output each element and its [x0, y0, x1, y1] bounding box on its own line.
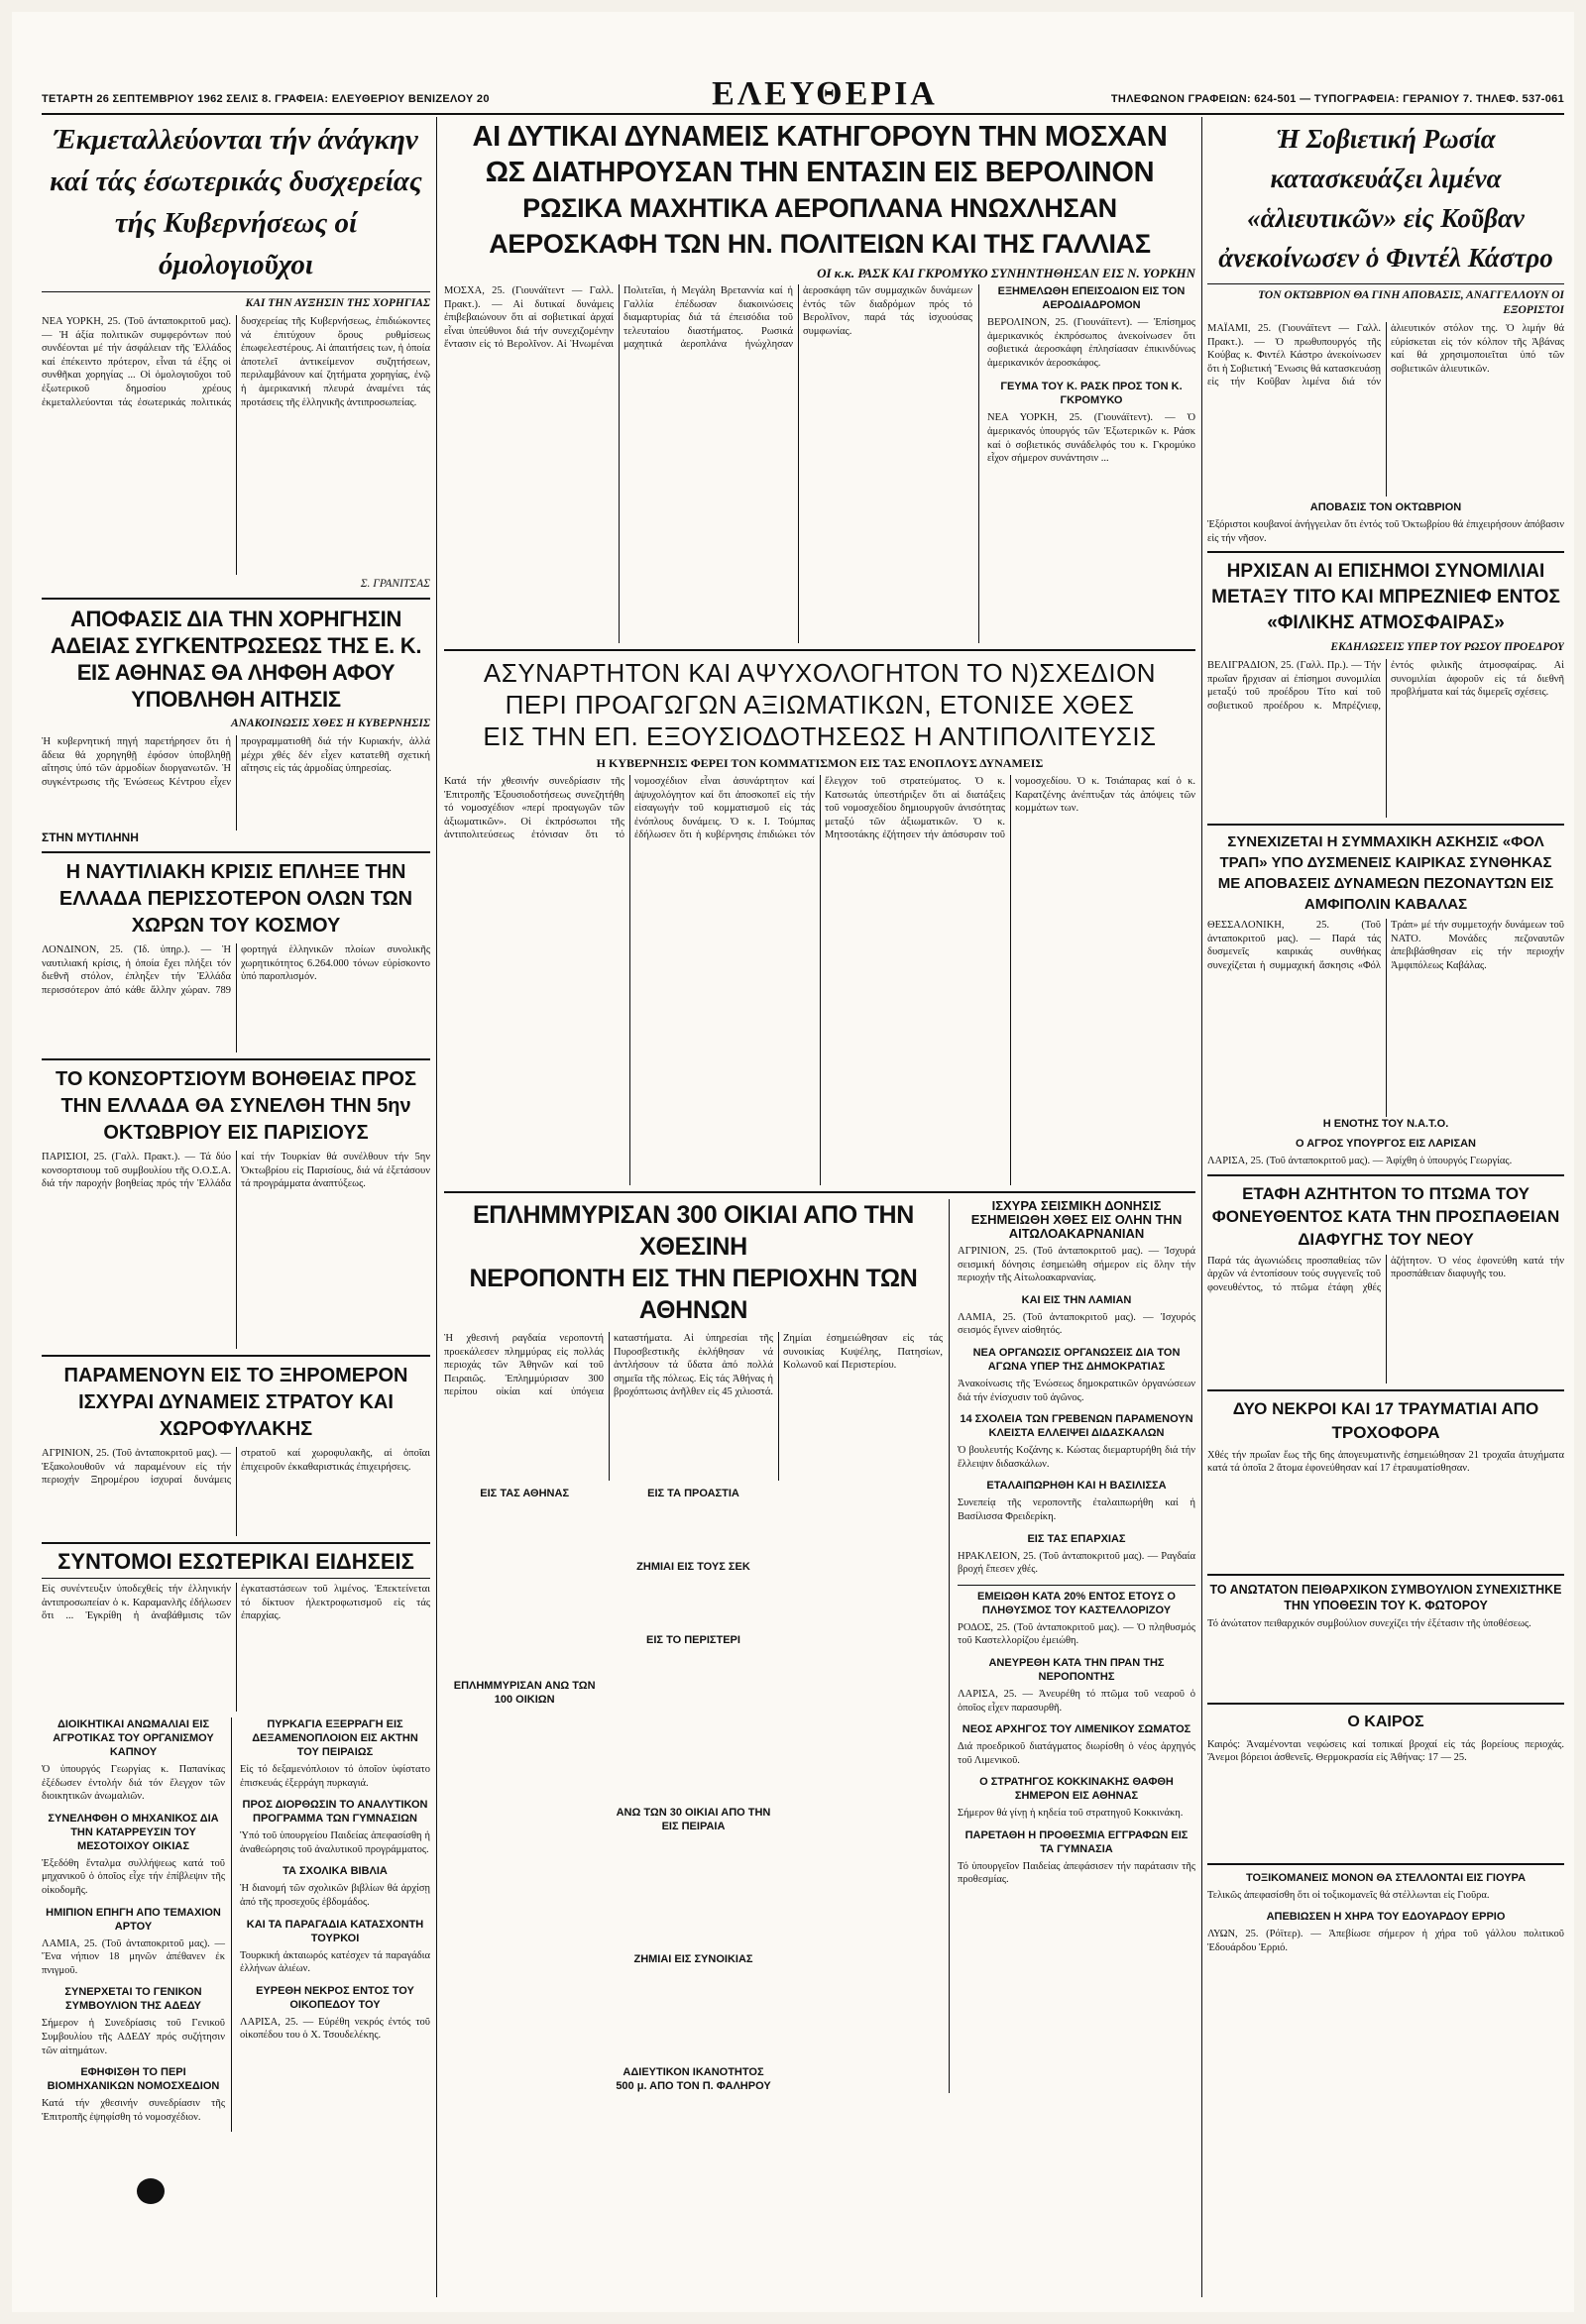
- brief-body: Κατά τήν χθεσινήν συνεδρίασιν τῆς Ἐπιτροπῆς ἐψηφίσθη τό νομοσχέδιον.: [42, 2098, 225, 2123]
- flood-subhead: ΖΗΜΙΑΙ ΕΙΣ ΤΟΥΣ ΣΕΚ: [636, 1561, 750, 1573]
- section-rule: [42, 1355, 430, 1357]
- headline-brief-news: ΣΥΝΤΟΜΟΙ ΕΣΩΤΕΡΙΚΑΙ ΕΙΔΗΣΕΙΣ: [42, 1550, 430, 1579]
- brief-body: Ἐξεδόθη ἔνταλμα συλλήψεως κατά τοῦ μηχανικοῦ ὁ ὁποῖος εἶχε τήν ἐπίβλεψιν τῆς οἰκοδομῆς.: [42, 1857, 225, 1896]
- masthead-phone-line: ΤΗΛΕΦΩΝΟΝ ΓΡΑΦΕΙΩΝ: 624-501 — ΤΥΠΟΓΡΑΦΕΙΑ: ΓΕΡΑΝΙΟΥ 7. ΤΗΛΕΦ. 537-061: [1110, 93, 1564, 105]
- article-body: Κατά τήν χθεσινήν συνεδρίασιν τῆς Ἐπιτροπῆς Ἐξουσιοδοτήσεως συνεζητήθη τό νομοσχέδιον «περί προαγωγῶν τῶν ἀξιωματικῶν». Οἱ ἐκπρόσωποι τῆς ἀντιπολιτεύσεως ἐτόνισαν ὅτι τό νομοσχέδιον εἶναι ἀσυνάρτητον καί ἀψυχολόγητον καί ὅτι ἀποσκοπεῖ εἰς τήν εἰσαγωγήν τοῦ κομματισμοῦ εἰς τάς ἐνόπλους δυνάμεις. Ὁ κ. Ι. Τούμπας ἐδήλωσεν ὅτι ἡ κυβέρνησις ἐπιδιώκει τόν ἔλεγχον τοῦ στρατεύματος. Ὁ κ. Κατσωτάς ὑπεστήριξεν ὅτι αἱ διατάξεις τοῦ νομοσχεδίου δημιουργοῦν ἀνισότητας μεταξύ τῶν ἀξιωματικῶν. Ὁ κ. Μητσοτάκης ἐζήτησεν τήν ἀπόσυρσιν τοῦ νομοσχεδίου. Ὁ κ. Τσιάπαρας καί ὁ κ. Καρατζένης ἀνέπτυξαν τάς ἀπόψεις τῶν κομμάτων των.: [444, 776, 1195, 841]
- subheadline: ΕΚΔΗΛΩΣΕΙΣ ΥΠΕΡ ΤΟΥ ΡΩΣΟΥ ΠΡΟΕΔΡΟΥ: [1330, 641, 1564, 654]
- article-body: ΠΑΡΙΣΙΟΙ, 25. (Γαλλ. Πρακτ.). — Τά δύο κονσορτσιουμ τοῦ συμβουλίου τῆς Ο.Ο.Σ.Α. διά τήν παροχήν βοηθείας πρός τήν Ἑλλάδα καί τήν Τουρκίαν θά συνέλθουν τήν 5ην Ὀκτωβρίου εἰς Παρισίους, διά νά ἐξετάσουν τά προγράμματα ἀναπτύξεως.: [42, 1152, 430, 1190]
- subsection-label: Ο ΑΓΡΟΣ ΥΠΟΥΡΓΟΣ ΕΙΣ ΛΑΡΙΣΑΝ: [1296, 1138, 1476, 1151]
- weather-body: Καιρός: Ἀναμένονται νεφώσεις καί τοπικαί βροχαί εἰς τάς βορείους περιοχάς. Ἄνεμοι βόρειοι ἀσθενεῖς. Θερμοκρασία εἰς Ἀθήνας: 17 — 25.: [1207, 1738, 1564, 1764]
- section-rule: [42, 1542, 430, 1544]
- headline-cuba: Ἡ Σοβιετική Ρωσία κατασκευάζει λιμένα «ἁλιευτικῶν» εἰς Κοῦβαν ἀνεκοίνωσεν ὁ Φιντέλ Κάστρο: [1207, 119, 1564, 284]
- headline-consortium: ΤΟ ΚΟΝΣΟΡΤΣΙΟΥΜ ΒΟΗΘΕΙΑΣ ΠΡΟΣ ΤΗΝ ΕΛΛΑΔΑ ΘΑ ΣΥΝΕΛΘΗ ΤΗΝ 5ην ΟΚΤΩΒΡΙΟΥ ΕΙΣ ΠΑΡΙΣΙΟΥΣ: [56, 1068, 416, 1144]
- headline-disciplinary: ΤΟ ΑΝΩΤΑΤΟΝ ΠΕΙΘΑΡΧΙΚΟΝ ΣΥΜΒΟΥΛΙΟΝ ΣΥΝΕΧΙΣΤΗΚΕ ΤΗΝ ΥΠΟΘΕΣΙΝ ΤΟΥ Κ. ΦΩΤΟΡΟΥ: [1209, 1582, 1562, 1612]
- article-body: ΛΟΝΔΙΝΟΝ, 25. (Ἰδ. ὑπηρ.). — Ἡ ναυτιλιακή κρίσις, ἡ ὁποία ἔχει πλήξει τόν διεθνῆ στόλον, ἐπληξεν τήν Ἑλλάδα περισσότερον ἀπό κάθε ἄλλην χώραν. 789 φορτηγά ἑλληνικῶν πλοίων συνολικῆς χωρητικότητος 6.264.000 τόνων εὑρίσκοντο ὑπό παροπλισμόν.: [42, 944, 430, 996]
- flood-article: [444, 1199, 950, 2093]
- headline-berlin-a: ΑΙ ΔΥΤΙΚΑΙ ΔΥΝΑΜΕΙΣ ΚΑΤΗΓΟΡΟΥΝ ΤΗΝ ΜΟΣΧΑΝ: [472, 121, 1168, 153]
- brief-body: ΛΑΡΙΣΑ, 25. — Εὑρέθη νεκρός ἐντός τοῦ οἰκοπέδου του ὁ Χ. Τσουδελέκης.: [240, 2016, 430, 2042]
- article-body: Ἡ κυβερνητική πηγή παρετήρησεν ὅτι ἡ ἄδεια θά χορηγηθῇ ἐφόσον ὑποβληθῇ αἴτησις ὑπό τῶν ἀρμοδίων διοργανωτῶν. Ἡ συγκέντρωσις τῆς Ἑνώσεως Κέντρου εἶχεν προγραμματισθῆ διά τήν Κυριακήν, ἀλλά μέχρι χθές δέν εἶχεν κατατεθῆ σχετική αἴτησις εἰς τάς ἀρμοδίας ὑπηρεσίας.: [42, 736, 430, 788]
- flood-subhead: ΖΗΜΙΑΙ ΕΙΣ ΣΥΝΟΙΚΙΑΣ: [633, 1953, 753, 1965]
- brief-headline: 14 ΣΧΟΛΕΙΑ ΤΩΝ ΓΡΕΒΕΝΩΝ ΠΑΡΑΜΕΝΟΥΝ ΚΛΕΙΣΤΑ ΕΛΛΕΙΨΕΙ ΔΙΔΑΣΚΑΛΩΝ: [960, 1413, 1193, 1440]
- brief-headline: ΚΑΙ ΕΙΣ ΤΗΝ ΛΑΜΙΑΝ: [1021, 1293, 1132, 1306]
- flood-subhead: ΕΙΣ ΤΟ ΠΕΡΙΣΤΕΡΙ: [646, 1634, 740, 1646]
- flood-subsection: [613, 1487, 773, 2093]
- flood-subhead: ΕΙΣ ΤΑ ΠΡΟΑΣΤΙΑ: [647, 1488, 739, 1499]
- article-body: ΛΥΩΝ, 25. (Ρόϊτερ). — Ἀπεβίωσε σήμερον ἡ χήρα τοῦ γάλλου πολιτικοῦ Ἐδουάρδου Ἐρριό.: [1207, 1929, 1564, 1953]
- right-column: [1207, 119, 1564, 2299]
- brief-body: Διά προεδρικοῦ διατάγματος διωρίσθη ὁ νέος ἀρχηγός τοῦ Λιμενικοῦ.: [958, 1741, 1195, 1766]
- article-body: Τελικῶς ἀπεφασίσθη ὅτι οἱ τοξικομανεῖς θά στέλλωνται εἰς Γιοῦρα.: [1207, 1889, 1490, 1901]
- brief-headline: ΕΜΕΙΩΘΗ ΚΑΤΑ 20% ΕΝΤΟΣ ΕΤΟΥΣ Ο ΠΛΗΘΥΣΜΟΣ ΤΟΥ ΚΑΣΤΕΛΛΟΡΙΖΟΥ: [958, 1585, 1195, 1617]
- brief-headline: ΠΥΡΚΑΓΙΑ ΕΞΕΡΡΑΓΗ ΕΙΣ ΔΕΞΑΜΕΝΟΠΛΟΙΟΝ ΕΙΣ ΑΚΤΗΝ ΤΟΥ ΠΕΙΡΑΙΩΣ: [252, 1718, 418, 1758]
- column-rule: [436, 117, 437, 2297]
- brief-body: ΑΓΡΙΝΙΟΝ, 25. (Τοῦ ἀνταποκριτοῦ μας). — Ἰσχυρά σεισμική δόνησις ἐσημειώθη σήμερον εἰς ὅλην τήν περιοχήν τῆς Αἰτωλοακαρνανίας.: [958, 1246, 1195, 1284]
- article-body: Παρά τάς ἀγωνιώδεις προσπαθείας τῶν ἀρχῶν νά ἐντοπίσουν τούς συγγενεῖς τοῦ φονευθέντος, τό πτῶμα ἐτάφη χθές ἀζήτητον. Ὁ νέος ἐφονεύθη κατά τήν προσπάθειαν διαφυγῆς του.: [1207, 1255, 1564, 1293]
- brief-headline: ΚΑΙ ΤΑ ΠΑΡΑΓΑΔΙΑ ΚΑΤΑΣΧΟΝΤΗ ΤΟΥΡΚΟΙ: [246, 1918, 424, 1944]
- brief-headline: Ο ΣΤΡΑΤΗΓΟΣ ΚΟΚΚΙΝΑΚΗΣ ΘΑΦΘΗ ΣΗΜΕΡΟΝ ΕΙΣ ΑΘΗΝΑΣ: [979, 1776, 1174, 1803]
- berlin-sidebar: [987, 284, 1195, 643]
- brief-body: ΛΑΜΙΑ, 25. (Τοῦ ἀνταποκριτοῦ μας). — Ἕνα νήπιον 18 μηνῶν ἀπέθανεν ἐκ πνιγμοῦ.: [42, 1937, 225, 1976]
- article-body: ΜΟΣΧΑ, 25. (Γιουνάϊτεντ — Γαλλ. Πρακτ.). — Αἱ δυτικαί δυνάμεις ἐπιβεβαιώνουν ὅτι αἱ σοβιετικαί ἀρχαί εἶναι ὑπεύθυνοι διά τήν συνεχιζομένην ἔντασιν εἰς τό Βερολῖνον. Αἱ Ἡνωμέναι Πολιτεῖαι, ἡ Μεγάλη Βρεταννία καί ἡ Γαλλία ἐπέδωσαν διακοινώσεις διαμαρτυρίας διά τά ἐπεισόδια τοῦ τελευταίου διαστήματος. Ρωσικά μαχητικά ἀεροπλάνα ἠνώχλησαν ἀεροσκάφη τῶν συμμαχικῶν δυνάμεων ἐντός τῶν διαδρόμων πρός τό Βερολῖνον, παρά τάς ἰσχυούσας συμφωνίας.: [444, 284, 979, 643]
- headline-traffic: ΔΥΟ ΝΕΚΡΟΙ ΚΑΙ 17 ΤΡΑΥΜΑΤΙΑΙ ΑΠΟ ΤΡΟΧΟΦΟΡΑ: [1232, 1398, 1539, 1442]
- brief-headline: ΙΣΧΥΡΑ ΣΕΙΣΜΙΚΗ ΔΟΝΗΣΙΣ ΕΣΗΜΕΙΩΘΗ ΧΘΕΣ ΕΙΣ ΟΛΗΝ ΤΗΝ ΑΙΤΩΛΟΑΚΑΡΝΑΝΙΑΝ: [970, 1198, 1183, 1241]
- subheadline: ΚΑΙ ΤΗΝ ΑΥΞΗΣΙΝ ΤΗΣ ΧΟΡΗΓΙΑΣ: [245, 297, 430, 309]
- subsection-label: ΣΤΗΝ ΜΥΤΙΛΗΝΗ: [42, 830, 139, 844]
- article-body: Εἰς συνέντευξιν ὑποδεχθείς τήν ἑλληνικήν ἀντιπροσωπείαν ὁ κ. Καραμανλῆς ἐδήλωσεν ὅτι ... Ἐγκρίθη ἡ ἀναβάθμισις τῶν ἐγκαταστάσεων τοῦ λιμένος. Ἐπεκτείνεται τό δίκτυον ἠλεκτροφωτισμοῦ εἰς τάς ἐπαρχίας.: [42, 1584, 430, 1622]
- headline-promotions-a: ΑΣΥΝΑΡΤΗΤΟΝ ΚΑΙ ΑΨΥΧΟΛΟΓΗΤΟΝ ΤΟ Ν)ΣΧΕΔΙΟΝ: [483, 658, 1157, 688]
- section-rule: [1207, 1574, 1564, 1576]
- brief-headline: ΝΕΑ ΟΡΓΑΝΩΣΙΣ ΟΡΓΑΝΩΣΕΙΣ ΔΙΑ ΤΟΝ ΑΓΩΝΑ ΥΠΕΡ ΤΗΣ ΔΗΜΟΚΡΑΤΙΑΣ: [972, 1346, 1181, 1373]
- brief-headline: ΑΝΕΥΡΕΘΗ ΚΑΤΑ ΤΗΝ ΠΡΑΝ ΤΗΣ ΝΕΡΟΠΟΝΤΗΣ: [988, 1656, 1165, 1683]
- section-rule: [42, 598, 430, 600]
- flood-subhead: ΑΔΙΕΥΤΙΚΟΝ ΙΚΑΝΟΤΗΤΟΣ 500 μ. ΑΠΟ ΤΟΝ Π. ΦΑΛΗΡΟΥ: [616, 2066, 771, 2092]
- subsection-label: Η ΕΝΟΤΗΣ ΤΟΥ Ν.Α.Τ.Ο.: [1322, 1118, 1449, 1131]
- brief-body: Ἀνακοίνωσις τῆς Ἐνώσεως δημοκρατικῶν ὀργανώσεων διά τήν ἐνίσχυσιν τοῦ ἀγῶνος.: [958, 1378, 1195, 1403]
- masthead: [42, 73, 1564, 115]
- article-body: Χθές τήν πρωΐαν ἔως τῆς 6ης ἀπογευματινῆς ἐσημειώθησαν 21 τροχαῖα ἀτυχήματα κατά τά ὁποῖα 2 ἄτομα ἐφονεύθησαν καί 17 ἐτραυματίσθησαν.: [1207, 1449, 1564, 1475]
- brief-body: Ὁ ὑπουργός Γεωργίας κ. Παπανίκας ἐξέδωσεν ἐντολήν διά τόν ἔλεγχον τῶν διοικητικῶν ἀνωμαλιῶν.: [42, 1764, 225, 1803]
- flood-subsection: [444, 1487, 605, 2093]
- center-column: [444, 119, 1195, 2299]
- headline-weather: Ο ΚΑΙΡΟΣ: [1347, 1713, 1424, 1730]
- brief-column-b: [240, 1717, 430, 2132]
- subheadline: ΟΙ κ.κ. ΡΑΣΚ ΚΑΙ ΓΚΡΟΜΥΚΟ ΣΥΝΗΝΤΗΘΗΣΑΝ ΕΙΣ Ν. ΥΟΡΚΗΝ: [817, 266, 1195, 280]
- article-body: Ἡ χθεσινή ραγδαία νεροποντή προεκάλεσεν πλημμύρας εἰς πολλάς περιοχάς τῶν Ἀθηνῶν καί τοῦ Πειραιῶς. Ἐπλημμύρισαν 300 περίπου οἰκίαι καί ὑπόγεια καταστήματα. Αἱ ὑπηρεσίαι τῆς Πυροσβεστικῆς ἐκλήθησαν νά ἀντλήσουν τά ὕδατα ἀπό πολλά σημεῖα τῆς πόλεως. Εἰς τάς Ἀθήνας ἡ βροχόπτωσις ἀνῆλθεν εἰς 45 χιλιοστά. Ζημίαι ἐσημειώθησαν εἰς τάς συνοικίας Κυψέλης, Πατησίων, Κολωνοῦ καί Περιστερίου.: [444, 1333, 943, 1398]
- headline-berlin-b: ΩΣ ΔΙΑΤΗΡΟΥΣΑΝ ΤΗΝ ΕΝΤΑΣΙΝ ΕΙΣ ΒΕΡΟΛΙΝΟΝ: [485, 157, 1155, 188]
- brief-headline: ΠΡΟΣ ΔΙΟΡΘΩΣΙΝ ΤΟ ΑΝΑΛΥΤΙΚΟΝ ΠΡΟΓΡΑΜΜΑ ΤΩΝ ΓΥΜΝΑΣΙΩΝ: [242, 1799, 428, 1826]
- brief-headline: ΕΤΑΛΑΙΠΩΡΗΘΗ ΚΑΙ Η ΒΑΣΙΛΙΣΣΑ: [986, 1480, 1167, 1493]
- brief-body: Σήμερον θά γίνῃ ἡ κηδεία τοῦ στρατηγοῦ Κοκκινάκη.: [958, 1808, 1184, 1820]
- brief-column-a: [42, 1717, 232, 2132]
- headline-burial: ΕΤΑΦΗ ΑΖΗΤΗΤΟΝ ΤΟ ΠΤΩΜΑ ΤΟΥ ΦΟΝΕΥΘΕΝΤΟΣ ΚΑΤΑ ΤΗΝ ΠΡΟΣΠΑΘΕΙΑΝ ΔΙΑΦΥΓΗΣ ΤΟΥ ΝΕΟΥ: [1211, 1183, 1560, 1249]
- article-body: ΛΑΡΙΣΑ, 25. (Τοῦ ἀνταποκριτοῦ μας). — Ἀφίχθη ὁ ὑπουργός Γεωργίας.: [1207, 1156, 1513, 1167]
- flood-subhead: ΕΠΛΗΜΜΥΡΙΣΑΝ ΑΝΩ ΤΩΝ 100 ΟΙΚΙΩΝ: [453, 1680, 596, 1706]
- headline-flood-a: ΕΠΛΗΜΜΥΡΙΣΑΝ 300 ΟΙΚΙΑΙ ΑΠΟ ΤΗΝ ΧΘΕΣΙΝΗ: [472, 1201, 915, 1261]
- article-body: ΜΑΪΑΜΙ, 25. (Γιουνάϊτεντ — Γαλλ. Πρακτ.). — Ὁ πρωθυπουργός τῆς Κούβας κ. Φιντέλ Κάστρο ἀνεκοίνωσεν ὅτι ἡ Σοβιετική Ἕνωσις θά κατασκευάσῃ εἰς τήν Κοῦβαν λιμένα διά τόν ἁλιευτικόν στόλον της. Ὁ λιμήν θά εὑρίσκεται εἰς τόν κόλπον τῆς Ἀβάνας καί θά χρησιμοποιεῖται ὑπό τῶν σοβιετικῶν ἁλιευτικῶν.: [1207, 323, 1564, 388]
- section-rule: [1207, 824, 1564, 826]
- headline-fall-trap: ΣΥΝΕΧΙΖΕΤΑΙ Η ΣΥΜΜΑΧΙΚΗ ΑΣΚΗΣΙΣ «ΦΟΛ ΤΡΑΠ» ΥΠΟ ΔΥΣΜΕΝΕΙΣ ΚΑΙΡΙΚΑΣ ΣΥΝΘΗΚΑΣ ΜΕ ΑΠΟΒΑΣΕΙΣ ΔΥΝΑΜΕΩΝ ΠΕΖΟΝΑΥΤΩΝ ΕΙΣ ΑΜΦΙΠΟΛΙΝ ΚΑΒΑΛΑΣ: [1217, 833, 1554, 914]
- section-rule: [1207, 1389, 1564, 1391]
- brief-body: Τό ὑπουργεῖον Παιδείας ἀπεφάσισεν τήν παράτασιν τῆς προθεσμίας.: [958, 1860, 1195, 1886]
- brief-body: ΡΟΔΟΣ, 25. (Τοῦ ἀνταποκριτοῦ μας). — Ὁ πληθυσμός τοῦ Καστελλορίζου ἐμειώθη.: [958, 1621, 1195, 1647]
- headline-promotions-b: ΠΕΡΙ ΠΡΟΑΓΩΓΩΝ ΑΞΙΩΜΑΤΙΚΩΝ, ΕΤΟΝΙΣΕ ΧΘΕΣ: [505, 690, 1135, 719]
- headline-xiromero: ΠΑΡΑΜΕΝΟΥΝ ΕΙΣ ΤΟ ΞΗΡΟΜΕΡΟΝ ΙΣΧΥΡΑΙ ΔΥΝΑΜΕΙΣ ΣΤΡΑΤΟΥ ΚΑΙ ΧΩΡΟΦΥΛΑΚΗΣ: [63, 1365, 408, 1440]
- side-headline: ΕΞΗΜΕΛΩΘΗ ΕΠΕΙΣΟΔΙΟΝ ΕΙΣ ΤΟΝ ΑΕΡΟΔΙΑΔΡΟΜΟΝ: [997, 285, 1186, 311]
- brief-headline: ΕΥΡΕΘΗ ΝΕΚΡΟΣ ΕΝΤΟΣ ΤΟΥ ΟΙΚΟΠΕΔΟΥ ΤΟΥ: [256, 1984, 414, 2011]
- subheadline: Η ΚΥΒΕΡΝΗΣΙΣ ΦΕΡΕΙ ΤΟΝ ΚΟΜΜΑΤΙΣΜΟΝ ΕΙΣ ΤΑΣ ΕΝΟΠΛΟΥΣ ΔΥΝΑΜΕΙΣ: [596, 756, 1044, 770]
- headline-tito: ΗΡΧΙΣΑΝ ΑΙ ΕΠΙΣΗΜΟΙ ΣΥΝΟΜΙΛΙΑΙ ΜΕΤΑΞΥ ΤΙΤΟ ΚΑΙ ΜΠΡΕΖΝΙΕΦ ΕΝΤΟΣ «ΦΙΛΙΚΗΣ ΑΤΜΟΣΦΑΙΡΑΣ»: [1211, 561, 1560, 634]
- brief-body: Σήμερον ἡ Συνεδρίασις τοῦ Γενικοῦ Συμβουλίου τῆς ΑΔΕΔΥ πρός συζήτησιν τῶν αἰτημάτων.: [42, 2018, 225, 2056]
- section-rule: [42, 851, 430, 853]
- brief-headline: ΔΙΟΙΚΗΤΙΚΑΙ ΑΝΩΜΑΛΙΑΙ ΕΙΣ ΑΓΡΟΤΙΚΑΣ ΤΟΥ ΟΡΓΑΝΙΣΜΟΥ ΚΑΠΝΟΥ: [53, 1718, 214, 1758]
- side-body: ΒΕΡΟΛΙΝΟΝ, 25. (Γιουνάϊτεντ). — Ἐπίσημος ἀμερικανικός ἐκπρόσωπος ἀνεκοίνωσεν ὅτι σοβιετικά ἀεροσκάφη ἐπλησίασαν ἐπικινδύνως ἀμερικανικόν ἀεροσκάφος.: [987, 317, 1195, 369]
- headline-berlin-d: ΑΕΡΟΣΚΑΦΗ ΤΩΝ ΗΝ. ΠΟΛΙΤΕΙΩΝ ΚΑΙ ΤΗΣ ΓΑΛΛΙΑΣ: [489, 229, 1151, 259]
- section-rule: [444, 649, 1195, 651]
- section-rule: [444, 1191, 1195, 1193]
- brief-headline: ΣΥΝΕΡΧΕΤΑΙ ΤΟ ΓΕΝΙΚΟΝ ΣΥΜΒΟΥΛΙΟΝ ΤΗΣ ΑΔΕΔΥ: [64, 1986, 202, 2013]
- article-body: ΒΕΛΙΓΡΑΔΙΟΝ, 25. (Γαλλ. Πρ.). — Τήν πρωΐαν ἤρχισαν αἱ ἐπίσημοι συνομιλίαι μεταξύ τοῦ προέδρου Τίτο καί τοῦ σοβιετικοῦ προέδρου κ. Μπρέζνιεφ, ἐντός φιλικῆς ἀτμοσφαίρας. Αἱ συνομιλίαι ἀφοροῦν εἰς τά διεθνῆ προβλήματα καί τάς διμερεῖς σχέσεις.: [1207, 660, 1564, 712]
- article-body: ΝΕΑ ΥΟΡΚΗ, 25. (Τοῦ άνταποκριτοῦ μας). — Ἡ άξία πολιτικῶν συμφερόντων πού συνδέονται μέ τήν άσφάλειαν τῆς Ἑλλάδος καί ἐπέκειντο πρότερον, εἶναι τά έξης οἱ συνθῆκαι χορηγίας ... Οἱ ὁμολογιοῦχοι τοῦ ἐξωτερικοῦ δημοσίου χρέους ἐκμεταλλεύονται τάς ἐσωτερικάς πολιτικάς δυσχερείας τῆς Κυβερνήσεως, ἐπιδιώκοντες νά ἐπιτύχουν ὅρους ρυθμίσεως ἐπωφελεστέρους. Αἱ ἀπαιτήσεις των, ἡ ὁποία ἀποτελεῖ ἀντικείμενον συζητήσεων, περιλαμβάνουν καί ζητήματα χορηγίας, ἐνῷ ἡ ἀμερικανική πλευρά ἀναμένει τάς προτάσεις τῆς ἑλληνικῆς ἀντιπροσωπείας.: [42, 316, 430, 408]
- brief-body: ΗΡΑΚΛΕΙΟΝ, 25. (Τοῦ ἀνταποκριτοῦ μας). — Ραγδαία βροχή ἔπεσεν χθές.: [958, 1550, 1195, 1576]
- brief-body: Εἰς τό δεξαμενόπλοιον τό ὁποῖον ὑφίστατο ἐπισκευάς ἐξερράγη πυρκαγιά.: [240, 1764, 430, 1789]
- section-rule: [42, 1058, 430, 1060]
- headline-promotions-c: ΕΙΣ ΤΗΝ ΕΠ. ΕΞΟΥΣΙΟΔΟΤΗΣΕΩΣ Η ΑΝΤΙΠΟΛΙΤΕΥΣΙΣ: [483, 721, 1157, 751]
- brief-headline: ΕΦΗΦΙΣΘΗ ΤΟ ΠΕΡΙ ΒΙΟΜΗΧΑΝΙΚΩΝ ΝΟΜΟΣΧΕΔΙΟΝ: [47, 2066, 220, 2093]
- section-rule: [1207, 1863, 1564, 1865]
- section-rule: [1207, 1703, 1564, 1705]
- brief-headline: ΤΑ ΣΧΟΛΙΚΑ ΒΙΒΛΙΑ: [283, 1865, 388, 1878]
- article-body: ΘΕΣΣΑΛΟΝΙΚΗ, 25. (Τοῦ ἀνταποκριτοῦ μας). — Παρά τάς δυσμενεῖς καιρικάς συνθήκας συνεχίζεται ἡ συμμαχική ἄσκησις «Φόλ Τράπ» μέ τήν συμμετοχήν δυνάμεων τοῦ ΝΑΤΟ. Μονάδες πεζοναυτῶν ἀπεβιβάσθησαν εἰς τήν περιοχήν Ἀμφιπόλεως Καβάλας.: [1207, 920, 1564, 971]
- brief-body: ΛΑΡΙΣΑ, 25. — Ἀνευρέθη τό πτῶμα τοῦ νεαροῦ ὁ ὁποῖος εἶχεν παρασυρθῆ.: [958, 1688, 1195, 1714]
- brief-body: Ὑπό τοῦ ὑπουργείου Παιδείας ἀπεφασίσθη ἡ ἀναθεώρησις τοῦ ἀναλυτικοῦ προγράμματος.: [240, 1830, 430, 1855]
- column-rule: [1201, 117, 1202, 2297]
- headline-bondholders: Έκμεταλλεύονται τήν άνάγκην καί τάς έσωτερικάς δυσχερείας τής Κυβερνήσεως οί όμολογιοῦχοι: [42, 119, 430, 292]
- headline-obituary: ΑΠΕΒΙΩΣΕΝ Η ΧΗΡΑ ΤΟΥ ΕΔΟΥΑΡΔΟΥ ΕΡΡΙΟ: [1266, 1911, 1506, 1924]
- brief-body: Τουρκική ἀκταιωρός κατέσχεν τά παραγάδια ἑλλήνων ἁλιέων.: [240, 1949, 430, 1975]
- article-body: Ἐξόριστοι κουβανοί ἀνήγγειλαν ὅτι ἐντός τοῦ Ὀκτωβρίου θά ἐπιχειρήσουν ἀπόβασιν εἰς τήν νῆσον.: [1207, 519, 1564, 544]
- brief-body: Ὁ βουλευτής Κοζάνης κ. Κώστας διεμαρτυρήθη διά τήν ἔλλειψιν διδασκάλων.: [958, 1445, 1195, 1470]
- brief-body: ΛΑΜΙΑ, 25. (Τοῦ ἀνταποκριτοῦ μας). — Ἰσχυρός σεισμός ἔγινεν αἰσθητός.: [958, 1311, 1195, 1337]
- subheadline: ΑΝΑΚΟΙΝΩΣΙΣ ΧΘΕΣ Η ΚΥΒΕΡΝΗΣΙΣ: [230, 718, 430, 729]
- brief-headline: ΕΙΣ ΤΑΣ ΕΠΑΡΧΙΑΣ: [1027, 1532, 1126, 1545]
- side-headline: ΓΕΥΜΑ ΤΟΥ Κ. ΡΑΣΚ ΠΡΟΣ ΤΟΝ Κ. ΓΚΡΟΜΥΚΟ: [1000, 381, 1183, 407]
- section-rule: [1207, 1174, 1564, 1176]
- article-body: Τό ἀνώτατον πειθαρχικόν συμβούλιον συνεχίζει τήν ἐξέτασιν τῆς ὑποθέσεως.: [1207, 1617, 1531, 1629]
- section-rule: [1207, 551, 1564, 553]
- headline-berlin-c: ΡΩΣΙΚΑ ΜΑΧΗΤΙΚΑ ΑΕΡΟΠΛΑΝΑ ΗΝΩΧΛΗΣΑΝ: [522, 193, 1117, 223]
- newspaper-page: [12, 12, 1574, 2312]
- newspaper-title: ΕΛΕΥΘΕΡΙΑ: [712, 75, 938, 112]
- left-column: [42, 119, 430, 2299]
- byline: Σ. ΓΡΑΝΙΤΣΑΣ: [360, 578, 430, 590]
- brief-headline: ΣΥΝΕΛΗΦΘΗ Ο ΜΗΧΑΝΙΚΟΣ ΔΙΑ ΤΗΝ ΚΑΤΑΡΡΕΥΣΙΝ ΤΟΥ ΜΕΣΟΤΟΙΧΟΥ ΟΙΚΙΑΣ: [48, 1812, 219, 1852]
- masthead-date-line: ΤΕΤΑΡΤΗ 26 ΣΕΠΤΕΜΒΡΙΟΥ 1962 ΣΕΛΙΣ 8. ΓΡΑΦΕΙΑ: ΕΛΕΥΘΕΡΙΟΥ ΒΕΝΙΖΕΛΟΥ 20: [42, 93, 490, 105]
- flood-subhead: ΕΙΣ ΤΑΣ ΑΘΗΝΑΣ: [480, 1488, 570, 1499]
- flood-subhead: ΑΝΩ ΤΩΝ 30 ΟΙΚΙΑΙ ΑΠΟ ΤΗΝ ΕΙΣ ΠΕΙΡΑΙΑ: [616, 1807, 771, 1832]
- headline-shipping: Η ΝΑΥΤΙΛΙΑΚΗ ΚΡΙΣΙΣ ΕΠΛΗΞΕ ΤΗΝ ΕΛΛΑΔΑ ΠΕΡΙΣΣΟΤΕΡΟΝ ΟΛΩΝ ΤΩΝ ΧΩΡΩΝ ΤΟΥ ΚΟΣΜΟΥ: [58, 861, 413, 937]
- brief-headline: ΝΕΟΣ ΑΡΧΗΓΟΣ ΤΟΥ ΛΙΜΕΝΙΚΟΥ ΣΩΜΑΤΟΣ: [962, 1723, 1191, 1736]
- center-right-briefs: [958, 1199, 1195, 2093]
- brief-body: Συνεπείᾳ τῆς νεροποντῆς ἐταλαιπωρήθη καί ἡ Βασίλισσα Φρειδερίκη.: [958, 1497, 1195, 1522]
- brief-headline: ΠΑΡΕΤΑΘΗ Η ΠΡΟΘΕΣΜΙΑ ΕΓΓΡΑΦΩΝ ΕΙΣ ΤΑ ΓΥΜΝΑΣΙΑ: [964, 1828, 1189, 1855]
- ink-blot: [137, 2178, 165, 2204]
- headline-rally: ΑΠΟΦΑΣΙΣ ΔΙΑ ΤΗΝ ΧΟΡΗΓΗΣΙΝ ΑΔΕΙΑΣ ΣΥΓΚΕΝΤΡΩΣΕΩΣ ΤΗΣ Ε. Κ. ΕΙΣ ΑΘΗΝΑΣ ΘΑ ΛΗΦΘΗ ΑΦΟΥ ΥΠΟΒΛΗΘΗ ΑΙΤΗΣΙΣ: [50, 607, 422, 712]
- subsection-label: ΑΠΟΒΑΣΙΣ ΤΟΝ ΟΚΤΩΒΡΙΟΝ: [1309, 501, 1462, 513]
- article-body: ΑΓΡΙΝΙΟΝ, 25. (Τοῦ ἀνταποκριτοῦ μας). — Ἐξακολουθοῦν νά παραμένουν εἰς τήν περιοχήν Ξηρομέρου ἰσχυραί δυνάμεις στρατοῦ καί χωροφυλακῆς, αἱ ὁποῖαι ἐπιχειροῦν ἐκκαθαριστικάς ἐπιχειρήσεις.: [42, 1448, 430, 1487]
- flood-subsection: [782, 1487, 943, 2093]
- side-body: ΝΕΑ ΥΟΡΚΗ, 25. (Γιουνάϊτεντ). — Ὁ ἀμερικανός ὑπουργός τῶν Ἐξωτερικῶν κ. Ράσκ καί ὁ σοβιετικός συνάδελφός του κ. Γκρομύκο εἶχον σήμερον συνάντησιν ...: [987, 412, 1195, 465]
- brief-headline: ΗΜΙΠΙΟΝ ΕΠΗΓΗ ΑΠΟ ΤΕΜΑΧΙΟΝ ΑΡΤΟΥ: [46, 1906, 221, 1933]
- subheadline: ΤΟΝ ΟΚΤΩΒΡΙΟΝ ΘΑ ΓΙΝΗ ΑΠΟΒΑΣΙΣ, ΑΝΑΓΓΕΛΛΟΥΝ ΟΙ ΕΞΟΡΙΣΤΟΙ: [1258, 289, 1564, 316]
- headline-flood-b: ΝΕΡΟΠΟΝΤΗ ΕΙΣ ΤΗΝ ΠΕΡΙΟΧΗΝ ΤΩΝ ΑΘΗΝΩΝ: [469, 1265, 918, 1324]
- headline-drugs: ΤΟΞΙΚΟΜΑΝΕΙΣ ΜΟΝΟΝ ΘΑ ΣΤΕΛΛΟΝΤΑΙ ΕΙΣ ΓΙΟΥΡΑ: [1245, 1871, 1527, 1884]
- brief-body: Ἡ διανομή τῶν σχολικῶν βιβλίων θά ἀρχίσῃ ἀπό τῆς προσεχοῦς ἑβδομάδος.: [240, 1883, 430, 1908]
